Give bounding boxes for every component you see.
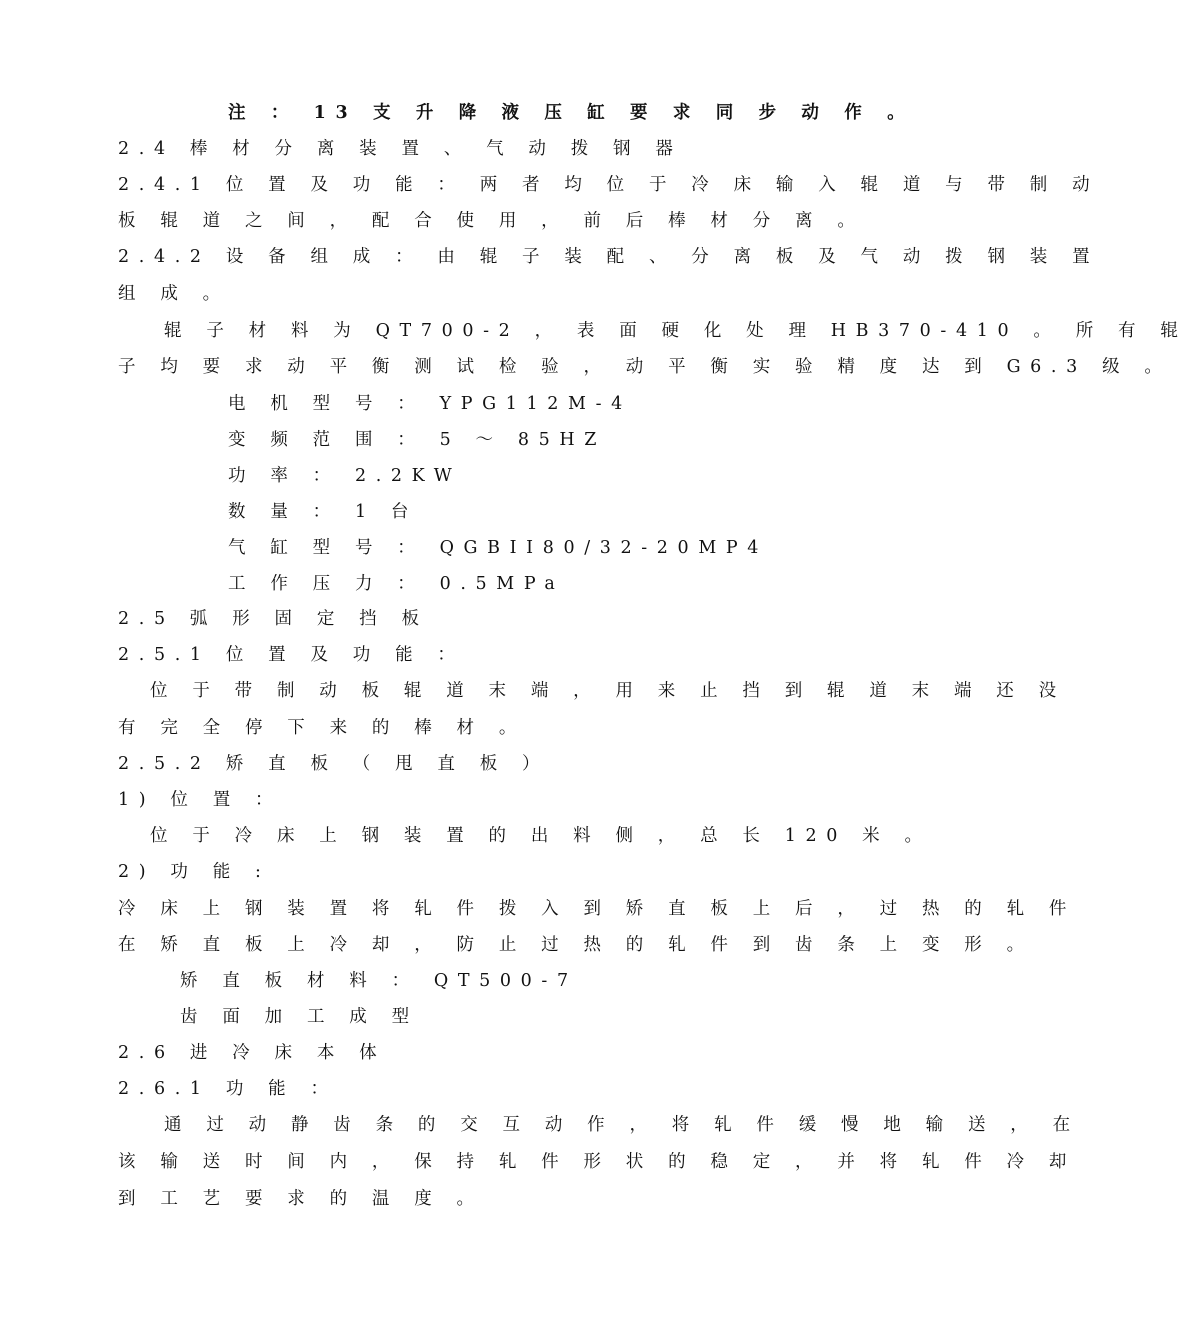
spec-line: 电 机 型 号 ： YPG112M-4	[228, 394, 632, 414]
spec-line: 齿 面 加 工 成 型	[180, 1007, 419, 1027]
section-heading-2-6: 2.6 进 冷 床 本 体	[118, 1043, 387, 1063]
spec-line: 功 率 ： 2.2KW	[228, 466, 462, 486]
paragraph-line: 组 成 。	[118, 284, 230, 304]
spec-line: 工 作 压 力 ： 0.5MPa	[228, 574, 565, 594]
list-item-1: 1) 位 置 ：	[118, 790, 283, 810]
paragraph-line: 冷 床 上 钢 装 置 将 轧 件 拨 入 到 矫 直 板 上 后 ， 过 热 的 轧 件	[118, 899, 1077, 919]
subsection-heading: 2.5.2 矫 直 板 （ 甩 直 板 ）	[118, 754, 550, 774]
paragraph-line: 2.4.1 位 置 及 功 能 ： 两 者 均 位 于 冷 床 输 入 辊 道 与 带 制 动	[118, 175, 1100, 195]
section-heading-2-5: 2.5 弧 形 固 定 挡 板	[118, 609, 429, 629]
subsection-heading: 2.5.1 位 置 及 功 能 ：	[118, 645, 465, 665]
list-item-2: 2) 功 能 :	[118, 862, 271, 882]
paragraph-line: 板 辊 道 之 间 ， 配 合 使 用 ， 前 后 棒 材 分 离 。	[118, 211, 865, 231]
paragraph-line: 到 工 艺 要 求 的 温 度 。	[118, 1189, 484, 1209]
paragraph-line: 位 于 带 制 动 板 辊 道 末 端 ， 用 来 止 挡 到 辊 道 末 端 还 没	[150, 681, 1066, 701]
section-heading-2-4: 2.4 棒 材 分 离 装 置 、 气 动 拨 钢 器	[118, 139, 683, 159]
paragraph-line: 辊 子 材 料 为 QT700-2 ， 表 面 硬 化 处 理 HB370-410 。 所 有 辊	[164, 321, 1188, 341]
spec-line: 矫 直 板 材 料 ： QT500-7	[180, 971, 578, 991]
note-line: 注 ： 13 支 升 降 液 压 缸 要 求 同 步 动 作 。	[228, 103, 915, 123]
paragraph-line: 该 输 送 时 间 内 ， 保 持 轧 件 形 状 的 稳 定 ， 并 将 轧 件 冷 却	[118, 1152, 1077, 1172]
spec-line: 数 量 ： 1 台	[228, 502, 419, 522]
paragraph-line: 有 完 全 停 下 来 的 棒 材 。	[118, 718, 526, 738]
paragraph-line: 位 于 冷 床 上 钢 装 置 的 出 料 侧 ， 总 长 120 米 。	[150, 826, 932, 846]
subsection-heading: 2.6.1 功 能 ：	[118, 1079, 338, 1099]
spec-line: 气 缸 型 号 ： QGBII80/32-20MP4	[228, 538, 769, 558]
paragraph-line: 子 均 要 求 动 平 衡 测 试 检 验 ， 动 平 衡 实 验 精 度 达 到 G6.3 级 。	[118, 357, 1172, 377]
spec-line: 变 频 范 围 ： 5 ～ 85HZ	[228, 430, 607, 450]
paragraph-line: 2.4.2 设 备 组 成 ： 由 辊 子 装 配 、 分 离 板 及 气 动 拨 钢 装 置	[118, 247, 1100, 267]
paragraph-line: 在 矫 直 板 上 冷 却 ， 防 止 过 热 的 轧 件 到 齿 条 上 变 形 。	[118, 935, 1034, 955]
paragraph-line: 通 过 动 静 齿 条 的 交 互 动 作 ， 将 轧 件 缓 慢 地 输 送 ， 在	[164, 1115, 1080, 1135]
